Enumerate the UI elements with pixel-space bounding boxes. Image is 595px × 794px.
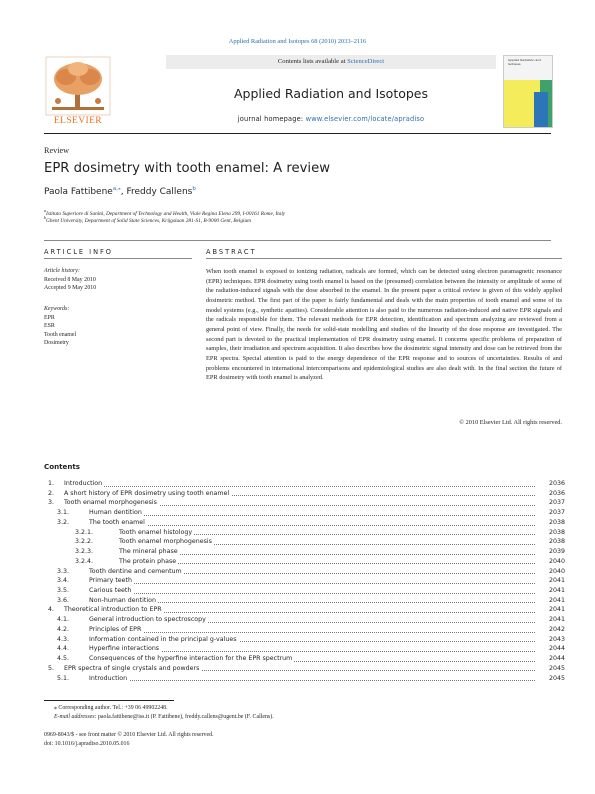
toc-entry-page: 2044 bbox=[537, 655, 565, 662]
abstract-text: When tooth enamel is exposed to ionizing radiation, radicals are formed, which can be detected using electron paramagnetic resonance (EPR) techniques. EPR dosimetry using tooth enamel is based on the (presumed) correlation between the intensity or amplitude of some of the radiation-induced signals with the dose absorbed in the enamel. In the present paper a critical review is given of this widely applied dosimetric method. The first part of the paper is fairly fundamental and deals with the main properties of tooth enamel and some of its model systems (e.g., synthetic apatites). Considerable attention is also paid to the numerous radiation-induced and native EPR signals and the radicals responsible for them. The relevant methods for EPR detection, identification and spectrum analyzing are reviewed from a general point of view. Finally, the needs for solid-state modelling and studies of the linearity of the dose response are investigated. The second part is devoted to the practical implementation of EPR dosimetry using enamel. It concerns specific problems of preparation of samples, their irradiation and spectrum acquisition. It also describes how the dosimetric signal intensity and dose can be retrieved from the EPR spectra. Special attention is paid to the energy dependence of the EPR response and to sources of uncertainties. Results of and problems encountered in international intercomparisons and epidemiological studies are also dealt with. In the final section the future of EPR dosimetry with tooth enamel is analyzed. bbox=[206, 268, 562, 382]
elsevier-wordmark: ELSEVIER bbox=[53, 116, 103, 126]
received-date: Received 8 May 2010 bbox=[44, 276, 96, 283]
toc-entry-number: 4.5. bbox=[56, 655, 69, 663]
toc-entry-page: 2036 bbox=[537, 480, 565, 487]
toc-entry-number: 4.3. bbox=[56, 635, 69, 643]
homepage-link[interactable]: www.elsevier.com/locate/apradiso bbox=[305, 115, 425, 123]
author-affiliation-mark[interactable]: a,⁎ bbox=[112, 186, 121, 192]
toc-entry-title[interactable]: Non-human dentition bbox=[89, 596, 156, 604]
toc-entry-page: 2037 bbox=[537, 499, 565, 506]
contents-prefix: Contents lists available at bbox=[277, 58, 348, 65]
toc-leader-dots bbox=[119, 563, 535, 564]
toc-entry-number: 3.2.3. bbox=[74, 548, 93, 556]
toc-entry-number: 2. bbox=[47, 489, 54, 497]
toc-entry-page: 2040 bbox=[537, 568, 565, 575]
toc-entry-page: 2041 bbox=[537, 587, 565, 594]
toc-entry-title[interactable]: Tooth enamel morphogenesis bbox=[119, 538, 212, 546]
toc-entry[interactable] bbox=[44, 675, 565, 685]
toc-entry-title[interactable]: The mineral phase bbox=[119, 548, 178, 556]
toc-entry[interactable] bbox=[44, 636, 565, 646]
toc-entry-number: 4.1. bbox=[56, 616, 69, 624]
email-addresses[interactable]: paola.fattibene@iss.it (P. Fattibene), freddy.callens@ugent.be (F. Callens). bbox=[96, 714, 274, 720]
article-info-heading: ARTICLE INFO bbox=[44, 248, 113, 256]
toc-entry[interactable] bbox=[44, 538, 565, 548]
toc-leader-dots bbox=[89, 525, 535, 526]
toc-entry-title[interactable]: Information contained in the principal g-values bbox=[89, 635, 237, 643]
toc-entry-page: 2040 bbox=[537, 558, 565, 565]
affiliation-text: Istituto Superiore di Sanità, Department of Technology and Health, Viale Regina Elena 299, I-00161 Rome, Italy bbox=[46, 210, 286, 217]
toc-entry[interactable] bbox=[44, 499, 565, 509]
toc-entry-page: 2037 bbox=[537, 509, 565, 516]
accepted-date: Accepted 9 May 2010 bbox=[44, 285, 97, 291]
journal-reference[interactable]: Applied Radiation and Isotopes 68 (2010) 2033–2116 bbox=[228, 38, 367, 45]
toc-entry[interactable] bbox=[44, 665, 565, 675]
issn-line: 0969-8043/$ - see front matter © 2010 Elsevier Ltd. All rights reserved. bbox=[44, 732, 214, 738]
journal-homepage-line bbox=[166, 115, 496, 123]
toc-entry-title[interactable]: Tooth dentine and cementum bbox=[89, 567, 182, 575]
toc-entry-number: 4.4. bbox=[56, 645, 69, 653]
toc-entry[interactable] bbox=[44, 558, 565, 568]
toc-entry-title[interactable]: Human dentition bbox=[89, 509, 142, 517]
toc-entry-title[interactable]: EPR spectra of single crystals and powders bbox=[64, 664, 200, 672]
toc-entry-number: 4.2. bbox=[56, 625, 69, 633]
toc-entry-title[interactable]: Introduction bbox=[64, 480, 103, 487]
toc-entry-title[interactable]: The tooth enamel bbox=[89, 518, 145, 526]
toc-entry-page: 2038 bbox=[537, 519, 565, 526]
email-label: E-mail addresses: bbox=[54, 714, 97, 720]
author-name[interactable]: Freddy Callens bbox=[126, 187, 193, 197]
toc-entry-page: 2038 bbox=[537, 529, 565, 536]
toc-entry-page: 2041 bbox=[537, 597, 565, 604]
doi-line[interactable]: doi: 10.1016/j.apradiso.2010.05.016 bbox=[44, 741, 130, 747]
toc-entry-page: 2041 bbox=[537, 616, 565, 623]
keyword: ESR bbox=[44, 323, 55, 329]
toc-entry-title[interactable]: Principles of EPR bbox=[89, 625, 142, 633]
affiliation-mark: b bbox=[44, 215, 46, 220]
elsevier-tree-logo bbox=[44, 55, 112, 125]
homepage-prefix: journal homepage: bbox=[237, 115, 306, 123]
toc-entry-title[interactable]: A short history of EPR dosimetry using tooth enamel bbox=[64, 489, 230, 497]
contents-available-line bbox=[166, 58, 496, 65]
toc-leader-dots bbox=[64, 486, 535, 487]
cover-blue-block bbox=[534, 92, 548, 127]
toc-entry-title[interactable]: Primary teeth bbox=[89, 577, 133, 585]
toc-entry-title[interactable]: Hyperfine interactions bbox=[89, 645, 160, 653]
toc-entry[interactable] bbox=[44, 568, 565, 578]
abstract-heading: ABSTRACT bbox=[206, 248, 257, 256]
keyword: Dosimetry bbox=[44, 340, 69, 346]
cover-title: Applied Radiation and Isotopes bbox=[508, 58, 542, 66]
toc-entry[interactable] bbox=[44, 616, 565, 626]
toc-entry-page: 2039 bbox=[537, 548, 565, 555]
toc-entry-page: 2044 bbox=[537, 645, 565, 652]
toc-entry[interactable] bbox=[44, 509, 565, 519]
article-info-rule bbox=[44, 258, 192, 259]
author-list bbox=[44, 186, 196, 197]
toc-entry-number: 3.3. bbox=[56, 567, 69, 575]
toc-leader-dots bbox=[89, 632, 535, 633]
toc-entry-number: 3.6. bbox=[56, 596, 69, 604]
copyright-notice: © 2010 Elsevier Ltd. All rights reserved. bbox=[459, 419, 562, 426]
author-name[interactable]: Paola Fattibene bbox=[44, 187, 113, 197]
header-rule bbox=[44, 133, 551, 134]
email-addresses-note bbox=[54, 713, 274, 721]
toc-leader-dots bbox=[89, 583, 535, 584]
toc-entry-number: 3.2.1. bbox=[74, 528, 93, 536]
author-separator: , bbox=[120, 187, 127, 197]
toc-entry[interactable] bbox=[44, 548, 565, 558]
toc-entry[interactable] bbox=[44, 626, 565, 636]
toc-entry[interactable] bbox=[44, 606, 565, 616]
toc-entry[interactable] bbox=[44, 577, 565, 587]
toc-entry-number: 4. bbox=[47, 606, 54, 614]
toc-entry-title[interactable]: Tooth enamel histology bbox=[119, 528, 193, 536]
contents-heading: Contents bbox=[44, 462, 80, 471]
toc-entry-page: 2038 bbox=[537, 538, 565, 545]
abstract-rule bbox=[206, 258, 562, 259]
toc-entry-page: 2036 bbox=[537, 490, 565, 497]
toc-entry-title[interactable]: Consequences of the hyperfine interaction for the EPR spectrum bbox=[89, 655, 293, 663]
journal-cover-thumbnail bbox=[503, 55, 553, 128]
toc-entry[interactable] bbox=[44, 597, 565, 607]
article-history-label: Article history: bbox=[44, 268, 80, 274]
keyword: Tooth enamel bbox=[44, 331, 77, 338]
toc-entry-number: 3.1. bbox=[56, 509, 69, 517]
toc-leader-dots bbox=[89, 515, 535, 516]
affiliation-mark: a bbox=[44, 208, 46, 213]
journal-title: Applied Radiation and Isotopes bbox=[233, 86, 429, 101]
toc-entry[interactable] bbox=[44, 529, 565, 539]
toc-entry-title[interactable]: Theoretical introduction to EPR bbox=[64, 606, 162, 614]
article-type: Review bbox=[44, 146, 70, 155]
sciencedirect-link[interactable]: ScienceDirect bbox=[347, 58, 385, 65]
toc-entry-page: 2043 bbox=[537, 636, 565, 643]
corresponding-author-note: ⁎ Corresponding author. Tel.: +39 06 49902248. bbox=[54, 705, 168, 711]
toc-entry-title[interactable]: The protein phase bbox=[119, 557, 177, 565]
affiliation-b bbox=[44, 215, 251, 224]
toc-entry-title[interactable]: Carious teeth bbox=[89, 587, 132, 595]
toc-entry-title[interactable]: Introduction bbox=[89, 674, 128, 682]
toc-entry[interactable] bbox=[44, 480, 565, 490]
toc-entry-number: 3. bbox=[47, 499, 54, 507]
toc-entry[interactable] bbox=[44, 490, 565, 500]
toc-entry-number: 5.1. bbox=[56, 674, 69, 682]
toc-leader-dots bbox=[89, 593, 535, 594]
paper-title: EPR dosimetry with tooth enamel: A review bbox=[44, 161, 330, 176]
affiliation-text: Ghent University, Department of Solid State Sciences, Krijgslaan 281-S1, B-9000 Gent, Belgium bbox=[46, 217, 251, 224]
toc-entry-number: 3.2. bbox=[56, 518, 69, 526]
toc-leader-dots bbox=[119, 554, 535, 555]
toc-entry-number: 3.2.2. bbox=[74, 538, 93, 546]
title-block-rule bbox=[44, 240, 551, 241]
toc-entry[interactable] bbox=[44, 645, 565, 655]
toc-entry-page: 2045 bbox=[537, 675, 565, 682]
author-affiliation-mark[interactable]: b bbox=[192, 186, 196, 192]
keywords-label: Keywords: bbox=[44, 306, 70, 312]
toc-entry-title[interactable]: General introduction to spectroscopy bbox=[89, 616, 206, 624]
toc-entry-number: 3.2.4. bbox=[74, 557, 93, 565]
toc-entry-number: 5. bbox=[47, 664, 54, 672]
toc-entry[interactable] bbox=[44, 519, 565, 529]
toc-entry-number: 1. bbox=[47, 480, 54, 487]
toc-entry[interactable] bbox=[44, 655, 565, 665]
toc-entry-number: 3.5. bbox=[56, 587, 69, 595]
toc-entry-page: 2041 bbox=[537, 577, 565, 584]
toc-entry[interactable] bbox=[44, 587, 565, 597]
toc-entry-page: 2042 bbox=[537, 626, 565, 633]
toc-entry-title[interactable]: Tooth enamel morphogenesis bbox=[64, 499, 157, 507]
toc-entry-page: 2045 bbox=[537, 665, 565, 672]
toc-entry-number: 3.4. bbox=[56, 577, 69, 585]
toc-leader-dots bbox=[89, 680, 535, 681]
toc-entry-page: 2041 bbox=[537, 606, 565, 613]
keyword: EPR bbox=[44, 314, 55, 321]
footnote-rule bbox=[44, 700, 174, 701]
